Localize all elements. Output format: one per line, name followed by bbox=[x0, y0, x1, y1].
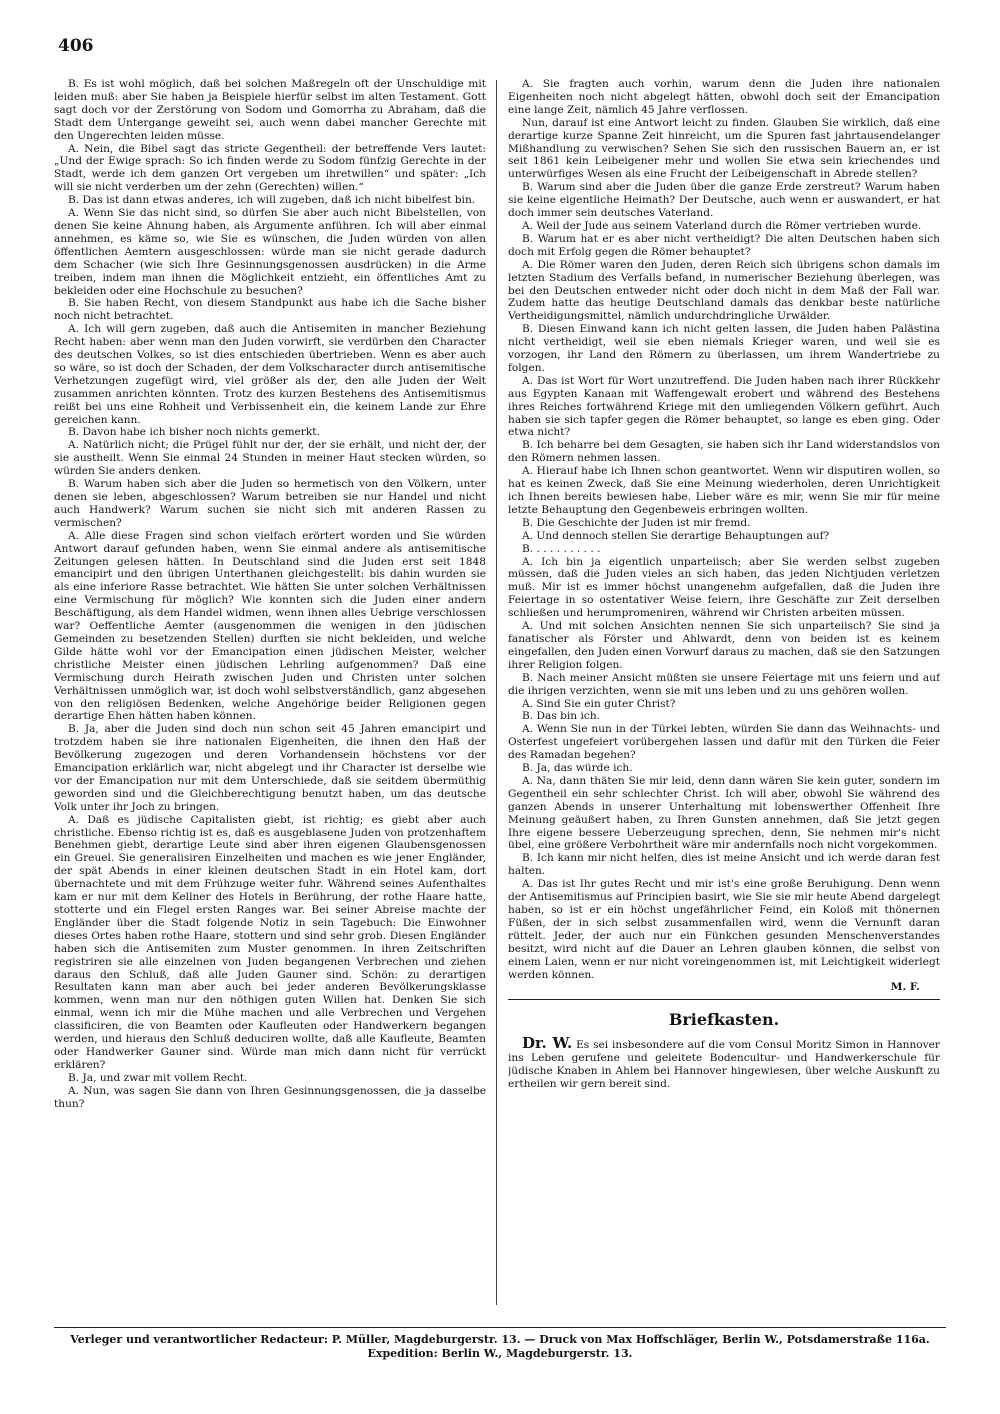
paragraph: B. Nach meiner Ansicht müßten sie unsere Feiertage mit uns feiern und auf die ihrigen verzichten, wenn sie mit uns leben und zu uns gehören wollen. bbox=[508, 671, 940, 697]
paragraph: A. Und dennoch stellen Sie derartige Behauptungen auf? bbox=[522, 529, 830, 542]
paragraph: A. Wenn Sie nun in der Türkei lebten, würden Sie dann das Weihnachts- und Osterfest ungefeiert vorübergehen lassen und dafür mit den Türken die Feier des Ramadan begehen? bbox=[508, 723, 940, 762]
paragraph: A. Natürlich nicht; die Prügel fühlt nur der, der sie erhält, und nicht der, der sie austheilt. Wenn Sie einmal 24 Stunden in meiner Haut stecken würden, so würden Sie anders denken. bbox=[54, 439, 486, 478]
briefkasten-paragraph bbox=[508, 1034, 940, 1091]
right-column bbox=[508, 78, 940, 1318]
paragraph: B. . . . . . . . . . . bbox=[522, 542, 601, 555]
briefkasten-text: Es sei insbesondere auf die vom Consul Moritz Simon in Hannover ins Leben gerufene und geleitete Bodencultur- und Handwerkerschule für jüdische Knaben in Ahlem bei Hannover hingewiesen, über welche Auskunft zu ertheilen wir gern bereit sind. bbox=[508, 1039, 940, 1091]
paragraph: B. Warum sind aber die Juden über die ganze Erde zerstreut? Warum haben sie keine eigentliche Heimath? Der Deutsche, auch wenn er auswandert, er hat doch immer sein deutsches Vaterland. bbox=[508, 181, 940, 220]
paragraph: A. Das ist Wort für Wort unzutreffend. Die Juden haben nach ihrer Rückkehr aus Egypten Kanaan mit Waffengewalt erobert und während des Bestehens ihres Reiches fortwährend Kriege mit den umliegenden Völkern geführt. Auch haben sie sich tapfer gegen die Römer behauptet, so lange es eben ging. Oder etwa nicht? bbox=[508, 374, 940, 439]
paragraph: B. Ja, das würde ich. bbox=[522, 762, 633, 775]
paragraph: A. Nein, die Bibel sagt das stricte Gegentheil: der betreffende Vers lautet: „Und der Ewige sprach: So ich finden werde zu Sodom fünfzig Gerechte in der Stadt, werde ich dem ganzen Ort vergeben um ihretwillen“ und später: „Ich will sie nicht verderben um der zehn (Gerechten) willen.“ bbox=[54, 142, 486, 194]
paragraph: A. Hierauf habe ich Ihnen schon geantwortet. Wenn wir disputiren wollen, so hat es keinen Zweck, daß Sie eine Meinung wiederholen, deren Unrichtigkeit ich Ihnen bereits bewiesen habe. Lieber wäre es mir, wenn Sie mir für meine letzte Behauptung den Gegenbeweis erbringen wollten. bbox=[508, 465, 940, 516]
author-signature: M. F. bbox=[890, 981, 920, 994]
imprint-line: Verleger und verantwortlicher Redacteur: P. Müller, Magdeburgerstr. 13. — Druck von Max Hoffschläger, Berlin W., Potsdamerstraße 116a. bbox=[70, 1333, 930, 1346]
paragraph: B. Das ist dann etwas anderes, ich will zugeben, daß ich nicht bibelfest bin. bbox=[68, 194, 476, 207]
paragraph: A. Und mit solchen Ansichten nennen Sie sich unparteiisch? Sie sind ja fanatischer als Förster und Ahlwardt, denn von beiden ist es keinem eingefallen, den Juden einen Vorwurf daraus zu machen, daß sie den Satzungen ihrer Religion folgen. bbox=[508, 620, 940, 671]
paragraph: B. Diesen Einwand kann ich nicht gelten lassen, die Juden haben Palästina nicht vertheidigt, weil sie eben niemals Krieger waren, und weil sie es vorzogen, ihr Land den Römern zu überlassen, um ihrem Wandertriebe zu folgen. bbox=[508, 323, 940, 374]
paragraph: A. Na, dann thäten Sie mir leid, denn dann wären Sie kein guter, sondern im Gegentheil ein sehr schlechter Christ. Ich will aber, obwohl Sie während des ganzen Abends in unserer Unterhaltung mit lobenswerther Offenheit Ihre Meinung geäußert haben, zu Ihren Gunsten annehmen, daß Sie jetzt gegen Ihre eigene bessere Ueberzeugung sprechen, denn, Sie nehmen mir's nicht übel, eine größere Verbohrtheit wäre mir andernfalls noch nicht vorgekommen. bbox=[508, 774, 940, 852]
paragraph: B. Davon habe ich bisher noch nichts gemerkt. bbox=[68, 426, 320, 439]
page-number: 406 bbox=[58, 36, 94, 56]
paragraph: A. Die Römer waren den Juden, deren Reich sich übrigens schon damals im letzten Stadium des Verfalls befand, in numerischer Beziehung überlegen, was bei den Deutschen entweder nicht oder doch nicht in dem Maß der Fall war. Zudem hatte das heutige Deutschland damals das denkbar beste natürliche Vertheidigungsmittel, nämlich undurchdringliche Urwälder. bbox=[508, 258, 940, 323]
paragraph: B. Warum haben sich aber die Juden so hermetisch von den Völkern, unter denen sie leben, abgeschlossen? Warum betreiben sie nur Handel und nicht auch Handwerk? Warum suchen sie nicht sich mit anderen Rassen zu vermischen? bbox=[54, 478, 486, 529]
imprint-footer bbox=[54, 1327, 946, 1361]
paragraph: B. Ja, und zwar mit vollem Recht. bbox=[68, 1071, 248, 1084]
paragraph: A. Wenn Sie das nicht sind, so dürfen Sie aber auch nicht Bibelstellen, von denen Sie keine Ahnung haben, als Argumente anführen. Ich will aber einmal annehmen, es käme so, wie Sie es wünschen, die Juden würden von allen öffentlichen Aemtern ausgeschlossen: würde man sie nicht gerade dadurch dem Schacher (wie sich Ihre Gesinnungsgenossen ausdrücken) in die Arme treiben, indem man ihnen die Möglichkeit entzieht, ein öffentliches Amt zu bekleiden oder eine Hochschule zu besuchen? bbox=[54, 207, 486, 297]
paragraph: A. Alle diese Fragen sind schon vielfach erörtert worden und Sie würden Antwort darauf gefunden haben, wenn Sie einmal andere als antisemitische Zeitungen gelesen hätten. In Deutschland sind die Juden erst seit 1848 emancipirt und den übrigen Unterthanen gleichgestellt: bis dahin wurden sie als eine inferiore Rasse betrachtet. Wie hätten Sie unter solchen Verhältnissen eine Vermischung für möglich? Wie konnten sich die Juden einer andern Beschäftigung, als dem Handel widmen, wenn ihnen alles Uebrige verschlossen war? Oeffentliche Aemter (ausgenommen die wenigen in den jüdischen Gemeinden zu besetzenden Stellen) durften sie nicht bekleiden, und welche Gilde hätte wohl vor der Emancipation einen jüdischen Meister, welcher christliche Meister einen jüdischen Lehrling aufgenommen? Daß eine Vermischung durch Heirath zwischen Juden und Christen unter solchen Verhältnissen unmöglich war, ist doch wohl selbstverständlich, ganz abgesehen von den religiösen Bedenken, welche Angehörige beider Religionen gegen derartige Ehen hätten haben können. bbox=[54, 529, 486, 723]
paragraph: Nun, darauf ist eine Antwort leicht zu finden. Glauben Sie wirklich, daß eine derartige kurze Spanne Zeit hinreicht, um die Spuren fast jahrtausendelanger Mißhandlung zu verwischen? Sehen Sie sich den russischen Bauern an, er ist seit 1861 kein Leibeigener mehr und wollen Sie etwa sein kriechendes und unterwürfiges Wesen als eine Frucht der Leibeigenschaft in Abrede stellen? bbox=[508, 116, 940, 181]
paragraph: A. Weil der Jude aus seinem Vaterland durch die Römer vertrieben wurde. bbox=[522, 219, 922, 232]
paragraph: A. Sie fragten auch vorhin, warum denn die Juden ihre nationalen Eigenheiten noch nicht abgelegt hätten, obwohl doch seit der Emancipation eine lange Zeit, nämlich 45 Jahre verflossen. bbox=[508, 78, 940, 116]
briefkasten-addressee: Dr. W. bbox=[522, 1034, 573, 1053]
column-divider bbox=[496, 80, 497, 1305]
paragraph: B. Warum hat er es aber nicht vertheidigt? Die alten Deutschen haben sich doch mit Erfolg gegen die Römer behauptet? bbox=[508, 232, 940, 258]
paragraph: B. Ja, aber die Juden sind doch nun schon seit 45 Jahren emancipirt und trotzdem haben sie ihre nationalen Eigenheiten, die ihnen den Haß der Bevölkerung zugezogen und deren Vorhandensein höchstens vor der Emancipation erklärlich war, nicht abgelegt und ihr Character ist derselbe wie vor der Emancipation nur mit dem Unterschiede, daß sie seitdem übermüthig geworden sind und die Gleichberechtigung benutzt haben, um das deutsche Volk unter ihr Joch zu bringen. bbox=[54, 723, 486, 813]
paragraph: A. Nun, was sagen Sie dann von Ihren Gesinnungsgenossen, die ja dasselbe thun? bbox=[54, 1084, 486, 1110]
expedition-line: Expedition: Berlin W., Magdeburgerstr. 13. bbox=[367, 1347, 633, 1360]
paragraph: B. Das bin ich. bbox=[522, 710, 601, 723]
paragraph: B. Die Geschichte der Juden ist mir fremd. bbox=[522, 516, 751, 529]
paragraph: A. Sind Sie ein guter Christ? bbox=[522, 697, 676, 710]
paragraph: A. Ich will gern zugeben, daß auch die Antisemiten in mancher Beziehung Recht haben: aber wenn man den Juden vorwirft, sie verdürben den Character des deutschen Volkes, so ist dies entschieden übertrieben. Wenn es aber auch so wäre, so ist doch der Schaden, der dem Volkscharacter durch antisemitische Verhetzungen zugefügt wird, viel größer als der, den alle Juden der Welt zusammen anrichten könnten. Trotz des kurzen Bestehens des Antisemitismus reißt bei uns eine Rohheit und Verbissenheit ein, die keinem Lande zur Ehre gereichen kann. bbox=[54, 323, 486, 426]
paragraph: B. Es ist wohl möglich, daß bei solchen Maßregeln oft der Unschuldige mit leiden muß: aber Sie haben ja Beispiele hierfür selbst im alten Testament. Gott sagt doch vor der Zerstörung von Sodom und Gomorrha zu Abraham, daß die Stadt dem Untergange geweiht sei, auch wenn dabei mancher Gerechte mit den Ungerechten leiden müsse. bbox=[54, 78, 486, 142]
paragraph: A. Daß es jüdische Capitalisten giebt, ist richtig; es giebt aber auch christliche. Ebenso richtig ist es, daß es ausgeblasene Juden von protzenhaftem Benehmen giebt, derartige Leute sind aber ihren eigenen Glaubensgenossen ein Greuel. Sie generalisiren Einzelheiten und machen es wie jener Engländer, der spät Abends in einer kleinen deutschen Stadt in ein Hotel kam, dort übernachtete und mit dem Frühzuge weiter fuhr. Während seines Aufenthaltes kam er nur mit dem Kellner des Hotels in Berührung, der rothe Haare hatte, stotterte und ein Flegel ersten Ranges war. Bei seiner Abreise machte der Engländer über die Stadt folgende Notiz in sein Tagebuch: Die Einwohner dieses Ortes haben rothe Haare, stottern und sind sehr grob. Diesen Engländer haben sich die Antisemiten zum Muster genommen. In ihren Zeitschriften registriren sie alle einzelnen von Juden begangenen Verbrechen und ziehen daraus den Schluß, daß alle Juden Gauner sind. Schön: zu derartigen Resultaten kann man aber auch bei jeder anderen Bevölkerungsklasse kommen, wenn man nur den nöthigen guten Willen hat. Denken Sie sich einmal, wenn ich mir die Mühe machen und alle Verbrechen und Vergehen classificiren, die von Beamten oder Kaufleuten oder Handwerkern begangen werden, und hieraus den Schluß deduciren wollte, daß alle Kaufleute, Beamten oder Handwerker Gauner sind. Würde man mich dann nicht für verrückt erklären? bbox=[54, 813, 486, 1071]
paragraph: B. Ich kann mir nicht helfen, dies ist meine Ansicht und ich werde daran fest halten. bbox=[508, 852, 940, 878]
paragraph: A. Das ist Ihr gutes Recht und mir ist's eine große Beruhigung. Denn wenn der Antisemitismus auf Principien basirt, wie Sie sie mir heute Abend dargelegt haben, so ist er ein höchst ungefährlicher Feind, ein Koloß mit thönernen Füßen, der in sich selbst zusammenfallen wird, wenn die Vernunft daran rüttelt. Jeder, der auch nur ein Fünkchen gesunden Menschenverstandes besitzt, wird nicht auf die Dauer an Lehren glauben können, die selbst von einem Laien, wenn er nur nicht voreingenommen ist, mit Leichtigkeit widerlegt werden können. bbox=[508, 878, 940, 981]
paragraph: B. Ich beharre bei dem Gesagten, sie haben sich ihr Land widerstandslos von den Römern nehmen lassen. bbox=[508, 439, 940, 465]
paragraph: B. Sie haben Recht, von diesem Standpunkt aus habe ich die Sache bisher noch nicht betrachtet. bbox=[54, 297, 486, 323]
briefkasten-heading: Briefkasten. bbox=[668, 1010, 780, 1030]
left-column bbox=[54, 78, 486, 1318]
section-divider bbox=[508, 999, 940, 1000]
paragraph: A. Ich bin ja eigentlich unparteiisch; aber Sie werden selbst zugeben müssen, daß die Juden vieles an sich haben, das jeden Nichtjuden verletzen muß. Mir ist es immer höchst unangenehm aufgefallen, daß die Juden ihre Feiertage in so ostentativer Weise feiern, ihre Geschäfte zur Zeit derselben schließen und herumpromeniren, während wir Christen arbeiten müssen. bbox=[508, 555, 940, 620]
